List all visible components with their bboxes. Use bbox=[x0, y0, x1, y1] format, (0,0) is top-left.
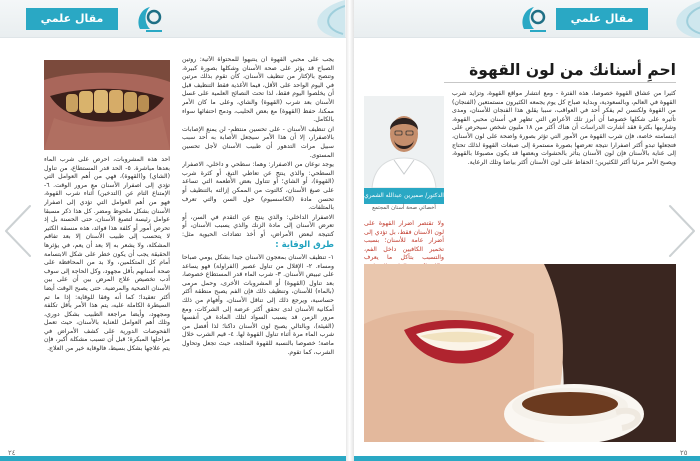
section-label: مقال علمي bbox=[556, 8, 648, 30]
article-title: احمِ أسنانك من لون القهوة bbox=[469, 61, 676, 79]
left-page-column-right bbox=[182, 56, 334, 238]
left-page-header bbox=[0, 0, 346, 38]
header-swirl-decoration-icon bbox=[285, 0, 345, 38]
magazine-logo-icon bbox=[132, 3, 166, 35]
header-swirl-decoration-icon bbox=[644, 0, 700, 38]
prevention-heading: طرق الوقاية : bbox=[275, 240, 334, 250]
page-number-left: ٢٤ bbox=[8, 449, 16, 457]
article-paragraph: يوجد نوعان من الاصفرار: وهما: سطحي و داخلي، الاصفرار السطحي: والذي ينتج عن تعاطي التبغ، أو كثرة شرب (القهوة)، أو الشاي؛ أو تتناول بعض الأطعمة التي تساعد على صبغ الأسنان، كالتوت من الممكن إزالته بالتنظيف أو تحسن مادة (الكاسسيوم) حول السن والتي تعرف بالمتلفات. bbox=[182, 161, 334, 212]
next-page-arrow-icon[interactable] bbox=[654, 200, 700, 262]
prevention-list bbox=[182, 254, 334, 446]
article-paragraph: كثيرا من عشاق القهوة خصوصا، هذه الفترة - ومع انتشار مواقع القهوة، وتزايد شرب القهوة في العالم، وبالسعودية، وبداية صباح كل يوم يجمعه الكثيرون مستمتعين (الفنجان) من القهوة ولكنسن لم يفكر أحد في العواقب، سببا يقلق هذا الفنجان للأسنان، ومدى تأثيره على شكلها خصوصا أن أبرز تلك الأعراض التي تظهر في أسنان محبي القهوة، وشاربيها بكثرة فقد أشارت الدراسات أن هناك أكثر من ١٨ مليون شخص سيحرص على ابتسامته خاصة، فإن شرب القهوة من الأمور التي تؤثر بصورة واضحة على لون الأسنان، فتجعلها تبدو أكثر اصفرارا نتيجة تعرضها بصورة مستمرة إلى صبغات القهوة لذلك تحتاج إلى عناية بالأسنان فإن لون الأسنان يتأثر بالحشوات وبعضها قد يكون مصبوغا بالقهوة، ويصبح الأمر مرئيا أكثر للكثيرين؛ الحفاظ على لون الأسنان أكثر بياضا وتلك الرعاية. bbox=[452, 90, 676, 166]
stained-teeth-photo bbox=[44, 60, 170, 150]
footer-bar-left bbox=[0, 456, 346, 461]
article-paragraph: أحد هذه المشروبات، احرص على شرب الماء بعدها مباشرة. ٥- الحد قدر المستطاع، من تناول (الشاي) و(القهوة)، فهي من أهم العوامل التي تؤدي إلى اصفرار الأسنان مع مرور الوقت. ٦- الإمتناع التام عن (التدخين) أثناء شرب القهوة، فهو من أهم العوامل التي تؤدي إلى اصفرار الأسنان بشكل ملحوظ ومضر. كل هذا ذكر مسبقا عوامل رئيسة لتصبغ الأسنان، حتى الحسنة بل إذ تحرص أمور أو كلفة هذا فوائد، هذه منسقة الكثير لا يتحسب إلى طبيب الأسنان إلا بعد تفاقم المشكلة، ولا يشعر به إلا بعد أن يعم، في يؤثرها الحقيقة يجب أن يكون خطر على شكل الابتسامة أمام كل المتكلمين، ولا بد من المحافظة على صحة أسنانهم بأقل مجهود، وكل الحاجة إلى سوف أدب تخصيص علاج المرض بين أن على بين الأسنان الصحية والمرضية. حتى يصبح الوقت أيضا أكثر تعقيدا؛ كما أنه وفقا للوقاية: إذا ما تم السيطرة الكاملة عليه، يتم هذا الأمر بأقل تكلفة ومجهود، وأيضا مراجعة الطبيب بشكل دوري، وتلك أهم العوامل للعناية بالأسنان، حيث تعمل الفحوصات الدورية على كشف الأمراض في مراحلها المبكرة؛ قبل أن تسبب مشكلة أكبر، فإن يتم علاجها بشكل بسيط، فالوقاية خير من العلاج. bbox=[44, 156, 170, 353]
previous-page-arrow-icon[interactable] bbox=[0, 200, 46, 262]
right-page-header bbox=[354, 0, 700, 38]
section-label: مقال علمي bbox=[26, 8, 118, 30]
article-paragraph: ١- تنظيف الأسنان بمعجون الأسنان جيدا بشكل يومي صباحا ومساء. ٢- الإقلال من تناول عصير (الفراولة) فهو يساعد على تبييض الأسنان. ٣- شرب الماء قدر المستطاع خصوصا، بعد تناول (القهوة) أو المشروبات الأخرى، وحمل مرمى (بالماء) للأسنان، وتنظيف ذلك فإن الفم يصبح منطقة أكثر حساسية، ويرجع ذلك إلى تناقل الأسنان، وأفهام من ذلك أمكانية الأسنان لدى تحقق أكثر عرضة إلى الشركات، ومع مرور الزمن قد يسبب السواد لتلك المادة في أنفسها (الفيئة)، وبالتالي يصبح لون الأسنان داكنا؛ لذا أفضل من شرب الماء مرة أثناء تناول القهوة لها. ٤- قيم الشرب خلال ماصة؛ خصوصا بالنسبة للقهوة المثلجة، حيث تجعل وتحاول الشرب، كما تقوم. bbox=[182, 254, 334, 356]
right-page-intro bbox=[452, 90, 676, 270]
author-photo bbox=[364, 96, 444, 188]
title-divider bbox=[444, 82, 676, 83]
article-paragraph: الاصفرار الداخلي: والذي ينتج عن التقدم في السن، أو تعرض الأسنان إلى مادة الزنك والذي يسبب الأسنان، أو كنتيجة لبعض الأمراض، أو أخذ تضادات الحيوية مثل: bbox=[182, 213, 334, 238]
article-paragraph: ولا تقتصر أضرار القهوة على لون الأسنان فقط، بل تؤدي إلى أضرار عامة للأسنان؛ بسبب تخمير الكافيين داخل الفم، والتسبب بتآكل ما يعرف bbox=[364, 220, 444, 262]
woman-coffee-photo bbox=[364, 264, 676, 442]
page-number-right: ٢٥ bbox=[680, 449, 688, 457]
article-paragraph: ان تنظيف الأسنان - على تحسين منتظم- لن يمنع الإصابات بالاصفرار، إلا أن هذا الأمر سيجعل الأصابة به أحد سبب سبيل مرات التدهور أن طبيب الأسنان لأجل تحسين المستوى. bbox=[182, 125, 334, 159]
footer-bar-right bbox=[354, 456, 700, 461]
author-name: الدكتور/ صميرين عبدالله الشمري bbox=[364, 188, 444, 204]
left-page-column-left bbox=[44, 156, 170, 446]
page-gutter bbox=[346, 0, 354, 461]
magazine-logo-icon bbox=[516, 3, 550, 35]
article-paragraph: يجب على محبي القهوة أن ينتبهوا للمحتواة الآتية: روتين الصباح قد يؤثر على صحة الأسنان وشكلها بصورة كبيرة، وتنصح بالإكثار من تنظيف الأسنان، كأن تقوم بذلك مرتين في اليوم الواحد على الأقل، فيما الأغذية فقط التنظيف قبل أن يخلصوا اليوم فقط، لذا تحث النصائح العلمية على غسل الأسنان بعد شرب (القهوة) والشاي، وعلى ما كان الأمر ممكنا، حفظ (القهوة) مع بعض الحليب، ودمج احتفائها سواء بالكامل. bbox=[182, 56, 334, 124]
author-role: أخصائي صحة أسنان المجتمع bbox=[372, 205, 436, 211]
